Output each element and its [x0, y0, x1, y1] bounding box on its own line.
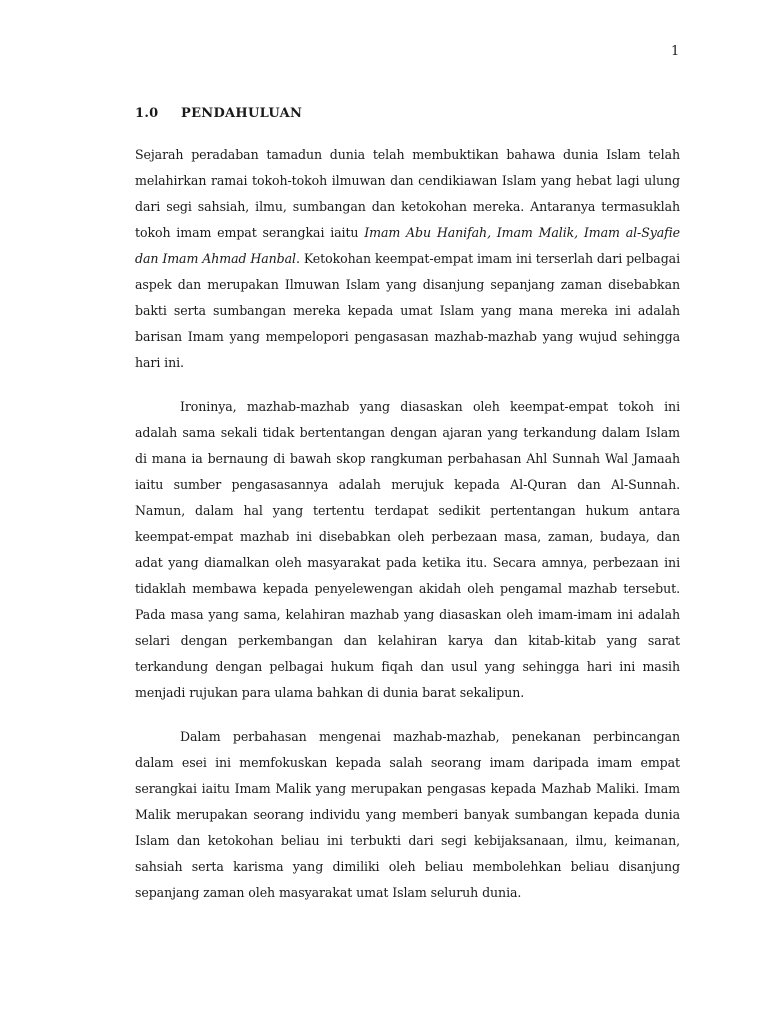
paragraph-1-text-a: Sejarah peradaban tamadun dunia telah membuktikan bahawa dunia Islam telah melahirkan ramai tokoh-tokoh ilmuwan dan cendikiawan Islam yang hebat lagi ulung dari segi sahsiah, ilmu, sumbangan dan ketokohan mereka. Antaranya termasuklah tokoh imam empat serangkai iaitu — [135, 147, 680, 240]
paragraph-1 — [135, 142, 680, 376]
section-number: 1.0 — [135, 106, 159, 121]
paragraph-1-imam-names: Imam Abu Hanifah, Imam Malik, Imam al-Syafie dan Imam Ahmad Hanbal. — [135, 225, 680, 266]
page-number: 1 — [671, 44, 680, 59]
paragraph-3: Dalam perbahasan mengenai mazhab-mazhab, penekanan perbincangan dalam esei ini memfokuskan kepada salah seorang imam daripada imam empat serangkai iaitu Imam Malik yang merupakan pengasas kepada Mazhab Maliki. Imam Malik merupakan seorang individu yang memberi banyak sumbangan kepada dunia Islam dan ketokohan beliau ini terbukti dari segi kebijaksanaan, ilmu, keimanan, sahsiah serta karisma yang dimiliki oleh beliau membolehkan beliau disanjung sepanjang zaman oleh masyarakat umat Islam seluruh dunia. — [135, 729, 680, 900]
section-heading — [135, 106, 302, 121]
section-title: PENDAHULUAN — [181, 106, 303, 121]
document-body — [135, 142, 680, 924]
paragraph-2: Ironinya, mazhab-mazhab yang diasaskan oleh keempat-empat tokoh ini adalah sama sekali tidak bertentangan dengan ajaran yang terkandung dalam Islam di mana ia bernaung di bawah skop rangkuman perbahasan Ahl Sunnah Wal Jamaah iaitu sumber pengasasannya adalah merujuk kepada Al-Quran dan Al-Sunnah. Namun, dalam hal yang tertentu terdapat sedikit pertentangan hukum antara keempat-empat mazhab ini disebabkan oleh perbezaan masa, zaman, budaya, dan adat yang diamalkan oleh masyarakat pada ketika itu. Secara amnya, perbezaan ini tidaklah membawa kepada penyelewengan akidah oleh pengamal mazhab tersebut. Pada masa yang sama, kelahiran mazhab yang diasaskan oleh imam-imam ini adalah selari dengan perkembangan dan kelahiran karya dan kitab-kitab yang sarat terkandung dengan pelbagai hukum fiqah dan usul yang sehingga hari ini masih menjadi rujukan para ulama bahkan di dunia barat sekalipun. — [135, 399, 680, 700]
paragraph-1-text-b: Ketokohan keempat-empat imam ini terserlah dari pelbagai aspek dan merupakan Ilmuwan Islam yang disanjung sepanjang zaman disebabkan bakti serta sumbangan mereka kepada umat Islam yang mana mereka ini adalah barisan Imam yang mempelopori pengasasan mazhab-mazhab yang wujud sehingga hari ini. — [135, 251, 680, 370]
